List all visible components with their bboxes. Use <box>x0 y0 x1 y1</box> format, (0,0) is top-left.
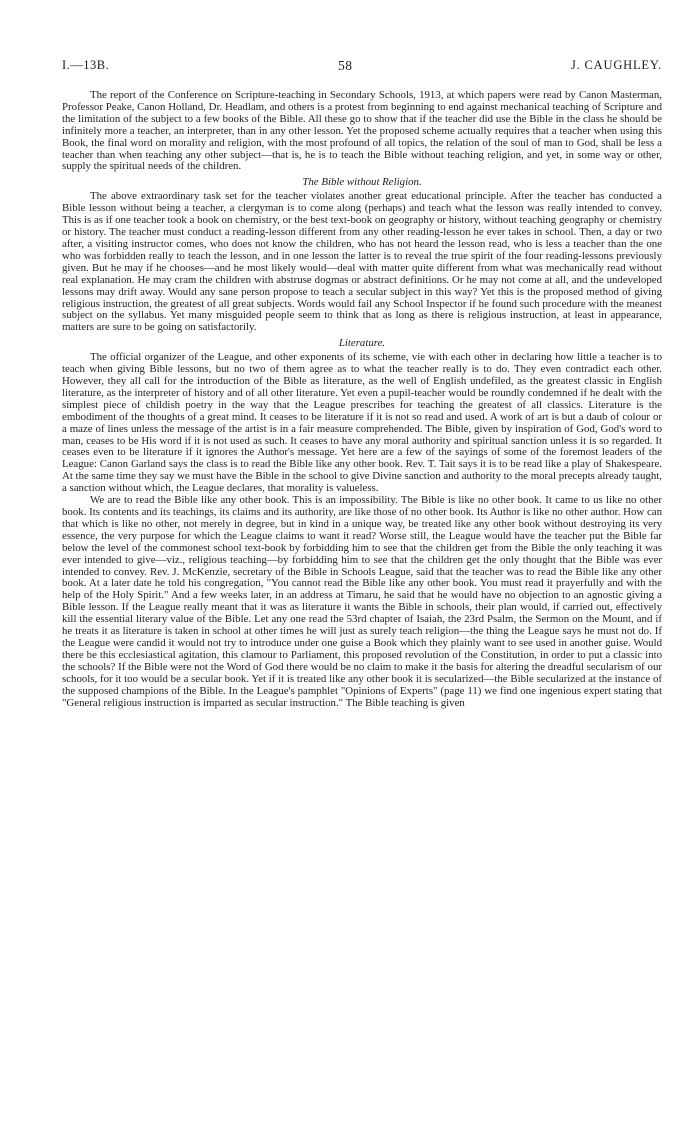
section-bible-without-religion <box>62 176 662 334</box>
section-heading: Literature. <box>338 337 386 350</box>
page-number: 58 <box>338 58 353 73</box>
paragraph: The above extraordinary task set for the teacher violates another great educational principle. After the teacher has conducted a Bible lesson without being a teacher, a clergyman is to come along (perhaps) and teach what the lesson was really intended to convey. This is as if one teacher took a book on chemistry, or the best text-book on geography or history, without teaching geography or chemistry or history. The teacher must conduct a reading-lesson different from any other reading-lesson he ever takes in school. Then, a day or two after, a visiting instructor comes, who does not know the children, who has not heard the lesson read, who is less a teacher than the one who was forbidden really to teach the lesson, and in one lesson the latter is to reveal the true spirit of the four reading-lessons previously given. But he may if he chooses—and he most likely would—deal with matter quite different from what was mechanically read without real explanation. He may cram the children with abstruse dogmas or abstract definitions. Or he may not come at all, and the undeveloped lessons may drift away. Would any sane person propose to teach a secular subject in this way? Yet this is the proposed method of giving religious instruction, the greatest of all great subjects. Words would fail any School Inspector if he found such procedure with the meanest subject on the syllabus. Yet many misguided people seem to think that as long as there is religious instruction, at least in appearance, matters are sure to be going on satisfactorily. <box>62 190 662 334</box>
running-head <box>62 58 662 76</box>
paragraph: We are to read the Bible like any other book. This is an impossibility. The Bible is like no other book. It came to us like no other book. Its contents and its teachings, its claims and its authority, are like those of no other book. Its Author is like no other author. How can that which is like no other, not merely in degree, but in kind in a unique way, be treated like any other book without destroying its very essence, the very purpose for which the League claims to want it read? Worse still, the League would have the teacher put the Bible far below the level of the commonest school text-book by forbidding him to see that the children get from the Bible the only teaching it was ever intended to give—viz., religious teaching—by forbidding him to see that the children get the only thought that the Bible was ever intended to convey. Rev. J. McKenzie, secretary of the Bible in Schools League, said that the teacher was to read the Bible like any other book. At a later date he told his congregation, "You cannot read the Bible like any other book. You must read it prayerfully and with the help of the Holy Spirit." And a few weeks later, in an address at Timaru, he said that he would have no objection to an agnostic giving a Bible lesson. If the League really meant that it was as literature it wants the Bible in schools, their plan would, if carried out, effectively kill the essential literary value of the Bible. Let any one read the 53rd chapter of Isaiah, the 23rd Psalm, the Sermon on the Mount, and if he treats it as literature is taken in school at other times he will just as surely teach religion—the thing the League says he must not do. If the League were candid it would not try to introduce under one guise a Book which they plainly want to see used in another guise. Would there be this ecclesiastical agitation, this clamour to Parliament, this proposed revolution of the Constitution, in order to put a classic into the schools? If the Bible were not the Word of God there would be no claim to make it the basis for altering the dreadful secularism of our schools, for it too would be a secular book. Yet if it is treated like any other book it is secularized—the Bible secularized at the instance of the supposed champions of the Bible. In the League's pamphlet "Opinions of Experts" (page 11) we find one ingenious expert stating that "General religious instruction is imparted as secular instruction." The Bible teaching is given <box>62 494 662 709</box>
section-literature <box>62 337 662 709</box>
page-body <box>62 90 662 709</box>
paragraph: The official organizer of the League, and other exponents of its scheme, vie with each other in declaring how little a teacher is to teach when giving Bible lessons, but no two of them agree as to what the teacher really is to do. They even contradict each other. However, they all call for the introduction of the Bible as literature, as the well of English undefiled, as the greatest classic in English literature, as the interpreter of history and of all other literature. Yet even a pupil-teacher would be roundly condemned if he dealt with the simplest piece of childish poetry in the way that the League prescribes for teaching the greatest of all classics. Literature is the embodiment of the thoughts of a great mind. It ceases to be literature if it is not so read and used. A work of art is but a daub of colour or a maze of lines unless the message of the artist is in a fair measure comprehended. The Bible, given by inspiration of God, God's word to man, ceases to be His word if it is not used as such. It ceases to have any moral authority and spiritual sanction unless it is so regarded. It ceases even to be literature if it ignores the Author's message. Yet here are a few of the sayings of some of the foremost leaders of the League: Canon Garland says the class is to read the Bible like any other book. Rev. T. Tait says it is to be read like a play of Shakespeare. At the same time they say we must have the Bible in the school to give Divine sanction and authority to the moral precepts already taught, a sanction without which, the League declares, that morality is valueless. <box>62 351 662 495</box>
section-heading: The Bible without Religion. <box>302 176 422 189</box>
paragraph: The report of the Conference on Scripture-teaching in Secondary Schools, 1913, at which papers were read by Canon Masterman, Professor Peake, Canon Holland, Dr. Headlam, and others is a protest from beginning to end against mechanical teaching of Scripture and the limitation of the subject to a few books of the Bible. All these go to show that if the teacher did use the Bible in the class he should be infinitely more a teacher, an interpreter, than in any other lesson. Yet the proposed scheme actually requires that a teacher when using this Book, the final word on morality and religion, with the most profound of all topics, the relation of the soul of man to God, shall be less a teacher than when teaching any other subject—that is, he is to teach the Bible without teaching religion, and yet, in some way or other, supply the spiritual needs of the children. <box>62 89 662 173</box>
section-intro <box>62 90 662 173</box>
witness-name: J. CAUGHLEY. <box>571 58 662 72</box>
document-reference: I.—13B. <box>62 58 110 72</box>
